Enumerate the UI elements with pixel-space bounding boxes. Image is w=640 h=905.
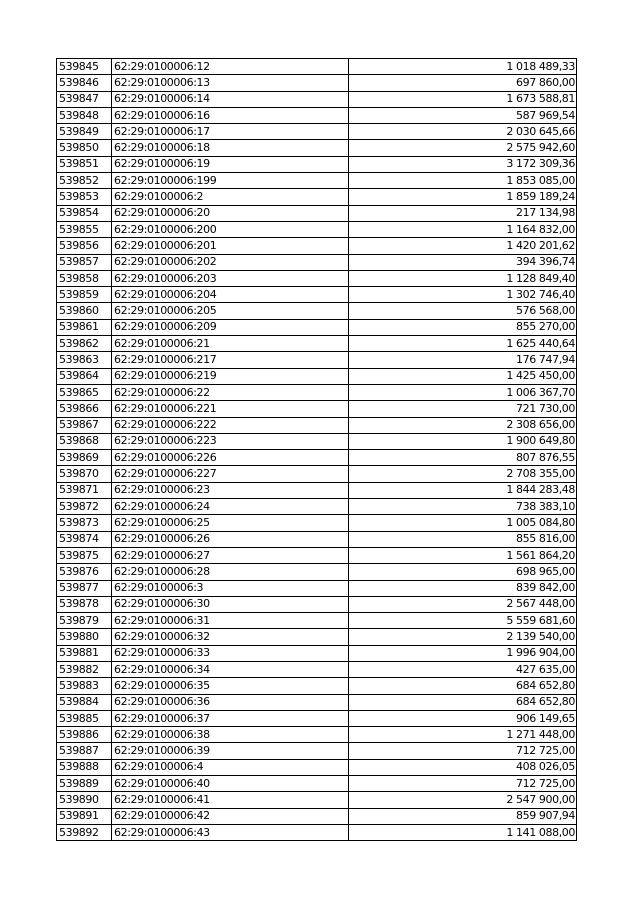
cadastral-number-cell: 62:29:0100006:202: [112, 254, 349, 270]
value-cell: 1 853 085,00: [349, 173, 577, 189]
table-row: [57, 547, 577, 563]
cadastral-number-cell: 62:29:0100006:40: [112, 776, 349, 792]
cadastral-number-cell: 62:29:0100006:30: [112, 596, 349, 612]
row-id-cell: 539850: [57, 140, 112, 156]
table-row: [57, 238, 577, 254]
value-cell: 1 425 450,00: [349, 368, 577, 384]
cadastral-number-cell: 62:29:0100006:17: [112, 124, 349, 140]
cadastral-number-cell: 62:29:0100006:205: [112, 303, 349, 319]
row-id-cell: 539886: [57, 727, 112, 743]
table-row: [57, 808, 577, 824]
value-cell: 2 308 656,00: [349, 417, 577, 433]
table-row: [57, 336, 577, 352]
cadastral-number-cell: 62:29:0100006:19: [112, 156, 349, 172]
row-id-cell: 539868: [57, 433, 112, 449]
value-cell: 1 018 489,33: [349, 59, 577, 75]
value-cell: 1 128 849,40: [349, 270, 577, 286]
table-row: [57, 156, 577, 172]
row-id-cell: 539853: [57, 189, 112, 205]
row-id-cell: 539866: [57, 401, 112, 417]
table-row: [57, 189, 577, 205]
cadastral-number-cell: 62:29:0100006:219: [112, 368, 349, 384]
value-cell: 698 965,00: [349, 564, 577, 580]
cadastral-number-cell: 62:29:0100006:199: [112, 173, 349, 189]
table-row: [57, 743, 577, 759]
row-id-cell: 539864: [57, 368, 112, 384]
value-cell: 1 673 588,81: [349, 91, 577, 107]
table-row: [57, 107, 577, 123]
table-row: [57, 596, 577, 612]
row-id-cell: 539870: [57, 466, 112, 482]
cadastral-number-cell: 62:29:0100006:32: [112, 629, 349, 645]
cadastral-number-cell: 62:29:0100006:20: [112, 205, 349, 221]
value-cell: 576 568,00: [349, 303, 577, 319]
row-id-cell: 539878: [57, 596, 112, 612]
value-cell: 906 149,65: [349, 710, 577, 726]
value-cell: 176 747,94: [349, 352, 577, 368]
value-cell: 859 907,94: [349, 808, 577, 824]
cadastral-number-cell: 62:29:0100006:27: [112, 547, 349, 563]
cadastral-value-table: [56, 58, 577, 841]
row-id-cell: 539892: [57, 824, 112, 840]
table-row: [57, 499, 577, 515]
table-row: [57, 91, 577, 107]
row-id-cell: 539856: [57, 238, 112, 254]
row-id-cell: 539851: [57, 156, 112, 172]
table-row: [57, 515, 577, 531]
row-id-cell: 539854: [57, 205, 112, 221]
table-row: [57, 368, 577, 384]
value-cell: 855 270,00: [349, 319, 577, 335]
row-id-cell: 539847: [57, 91, 112, 107]
value-cell: 1 625 440,64: [349, 336, 577, 352]
value-cell: 2 547 900,00: [349, 792, 577, 808]
cadastral-number-cell: 62:29:0100006:35: [112, 678, 349, 694]
cadastral-number-cell: 62:29:0100006:16: [112, 107, 349, 123]
row-id-cell: 539882: [57, 661, 112, 677]
value-cell: 1 561 864,20: [349, 547, 577, 563]
value-cell: 721 730,00: [349, 401, 577, 417]
table-row: [57, 221, 577, 237]
row-id-cell: 539875: [57, 547, 112, 563]
cadastral-number-cell: 62:29:0100006:217: [112, 352, 349, 368]
cadastral-number-cell: 62:29:0100006:34: [112, 661, 349, 677]
value-cell: 855 816,00: [349, 531, 577, 547]
row-id-cell: 539869: [57, 450, 112, 466]
cadastral-number-cell: 62:29:0100006:203: [112, 270, 349, 286]
row-id-cell: 539891: [57, 808, 112, 824]
value-cell: 1 859 189,24: [349, 189, 577, 205]
value-cell: 684 652,80: [349, 694, 577, 710]
table-row: [57, 710, 577, 726]
cadastral-number-cell: 62:29:0100006:4: [112, 759, 349, 775]
table-row: [57, 124, 577, 140]
row-id-cell: 539865: [57, 384, 112, 400]
row-id-cell: 539881: [57, 645, 112, 661]
table-row: [57, 678, 577, 694]
table-row: [57, 319, 577, 335]
cadastral-number-cell: 62:29:0100006:26: [112, 531, 349, 547]
value-cell: 738 383,10: [349, 499, 577, 515]
table-row: [57, 140, 577, 156]
row-id-cell: 539852: [57, 173, 112, 189]
cadastral-number-cell: 62:29:0100006:18: [112, 140, 349, 156]
table-row: [57, 450, 577, 466]
value-cell: 2 030 645,66: [349, 124, 577, 140]
table-row: [57, 661, 577, 677]
row-id-cell: 539855: [57, 221, 112, 237]
cadastral-number-cell: 62:29:0100006:201: [112, 238, 349, 254]
cadastral-number-cell: 62:29:0100006:36: [112, 694, 349, 710]
table-row: [57, 384, 577, 400]
value-cell: 697 860,00: [349, 75, 577, 91]
cadastral-number-cell: 62:29:0100006:28: [112, 564, 349, 580]
row-id-cell: 539889: [57, 776, 112, 792]
cadastral-number-cell: 62:29:0100006:209: [112, 319, 349, 335]
row-id-cell: 539877: [57, 580, 112, 596]
cadastral-number-cell: 62:29:0100006:13: [112, 75, 349, 91]
cadastral-number-cell: 62:29:0100006:2: [112, 189, 349, 205]
value-cell: 1 302 746,40: [349, 287, 577, 303]
row-id-cell: 539880: [57, 629, 112, 645]
row-id-cell: 539860: [57, 303, 112, 319]
cadastral-number-cell: 62:29:0100006:14: [112, 91, 349, 107]
cadastral-number-cell: 62:29:0100006:38: [112, 727, 349, 743]
table-row: [57, 75, 577, 91]
cadastral-number-cell: 62:29:0100006:33: [112, 645, 349, 661]
table-row: [57, 792, 577, 808]
row-id-cell: 539862: [57, 336, 112, 352]
value-cell: 684 652,80: [349, 678, 577, 694]
cadastral-number-cell: 62:29:0100006:24: [112, 499, 349, 515]
table-body: [57, 59, 577, 841]
row-id-cell: 539858: [57, 270, 112, 286]
table-row: [57, 433, 577, 449]
value-cell: 394 396,74: [349, 254, 577, 270]
table-row: [57, 629, 577, 645]
value-cell: 3 172 309,36: [349, 156, 577, 172]
value-cell: 408 026,05: [349, 759, 577, 775]
row-id-cell: 539859: [57, 287, 112, 303]
table-row: [57, 776, 577, 792]
table-row: [57, 401, 577, 417]
value-cell: 1 844 283,48: [349, 482, 577, 498]
value-cell: 2 708 355,00: [349, 466, 577, 482]
cadastral-number-cell: 62:29:0100006:21: [112, 336, 349, 352]
table-row: [57, 482, 577, 498]
cadastral-number-cell: 62:29:0100006:3: [112, 580, 349, 596]
cadastral-number-cell: 62:29:0100006:22: [112, 384, 349, 400]
row-id-cell: 539872: [57, 499, 112, 515]
value-cell: 217 134,98: [349, 205, 577, 221]
row-id-cell: 539887: [57, 743, 112, 759]
row-id-cell: 539857: [57, 254, 112, 270]
value-cell: 587 969,54: [349, 107, 577, 123]
cadastral-number-cell: 62:29:0100006:223: [112, 433, 349, 449]
row-id-cell: 539883: [57, 678, 112, 694]
row-id-cell: 539848: [57, 107, 112, 123]
table-row: [57, 759, 577, 775]
table-row: [57, 303, 577, 319]
value-cell: 712 725,00: [349, 776, 577, 792]
cadastral-number-cell: 62:29:0100006:39: [112, 743, 349, 759]
cadastral-number-cell: 62:29:0100006:42: [112, 808, 349, 824]
row-id-cell: 539888: [57, 759, 112, 775]
row-id-cell: 539879: [57, 613, 112, 629]
value-cell: 2 567 448,00: [349, 596, 577, 612]
table-row: [57, 613, 577, 629]
table-row: [57, 59, 577, 75]
table-row: [57, 205, 577, 221]
cadastral-number-cell: 62:29:0100006:227: [112, 466, 349, 482]
table-row: [57, 254, 577, 270]
row-id-cell: 539867: [57, 417, 112, 433]
table-row: [57, 580, 577, 596]
value-cell: 839 842,00: [349, 580, 577, 596]
table-row: [57, 564, 577, 580]
value-cell: 1 420 201,62: [349, 238, 577, 254]
cadastral-number-cell: 62:29:0100006:226: [112, 450, 349, 466]
cadastral-number-cell: 62:29:0100006:25: [112, 515, 349, 531]
value-cell: 1 900 649,80: [349, 433, 577, 449]
row-id-cell: 539863: [57, 352, 112, 368]
value-cell: 2 139 540,00: [349, 629, 577, 645]
value-cell: 1 271 448,00: [349, 727, 577, 743]
cadastral-number-cell: 62:29:0100006:23: [112, 482, 349, 498]
cadastral-number-cell: 62:29:0100006:31: [112, 613, 349, 629]
cadastral-number-cell: 62:29:0100006:221: [112, 401, 349, 417]
value-cell: 1 006 367,70: [349, 384, 577, 400]
row-id-cell: 539884: [57, 694, 112, 710]
table-row: [57, 287, 577, 303]
value-cell: 5 559 681,60: [349, 613, 577, 629]
value-cell: 1 996 904,00: [349, 645, 577, 661]
row-id-cell: 539871: [57, 482, 112, 498]
cadastral-number-cell: 62:29:0100006:222: [112, 417, 349, 433]
table-row: [57, 417, 577, 433]
value-cell: 1 164 832,00: [349, 221, 577, 237]
table-row: [57, 531, 577, 547]
row-id-cell: 539874: [57, 531, 112, 547]
value-cell: 807 876,55: [349, 450, 577, 466]
cadastral-number-cell: 62:29:0100006:200: [112, 221, 349, 237]
table-row: [57, 645, 577, 661]
value-cell: 427 635,00: [349, 661, 577, 677]
row-id-cell: 539861: [57, 319, 112, 335]
row-id-cell: 539849: [57, 124, 112, 140]
row-id-cell: 539885: [57, 710, 112, 726]
row-id-cell: 539890: [57, 792, 112, 808]
table-row: [57, 352, 577, 368]
document-page: [56, 58, 577, 841]
table-row: [57, 173, 577, 189]
cadastral-number-cell: 62:29:0100006:41: [112, 792, 349, 808]
table-row: [57, 694, 577, 710]
cadastral-number-cell: 62:29:0100006:43: [112, 824, 349, 840]
table-row: [57, 727, 577, 743]
cadastral-number-cell: 62:29:0100006:12: [112, 59, 349, 75]
row-id-cell: 539873: [57, 515, 112, 531]
value-cell: 1 005 084,80: [349, 515, 577, 531]
table-row: [57, 466, 577, 482]
cadastral-number-cell: 62:29:0100006:204: [112, 287, 349, 303]
row-id-cell: 539846: [57, 75, 112, 91]
value-cell: 1 141 088,00: [349, 824, 577, 840]
table-row: [57, 270, 577, 286]
value-cell: 712 725,00: [349, 743, 577, 759]
value-cell: 2 575 942,60: [349, 140, 577, 156]
row-id-cell: 539845: [57, 59, 112, 75]
row-id-cell: 539876: [57, 564, 112, 580]
cadastral-number-cell: 62:29:0100006:37: [112, 710, 349, 726]
table-row: [57, 824, 577, 840]
